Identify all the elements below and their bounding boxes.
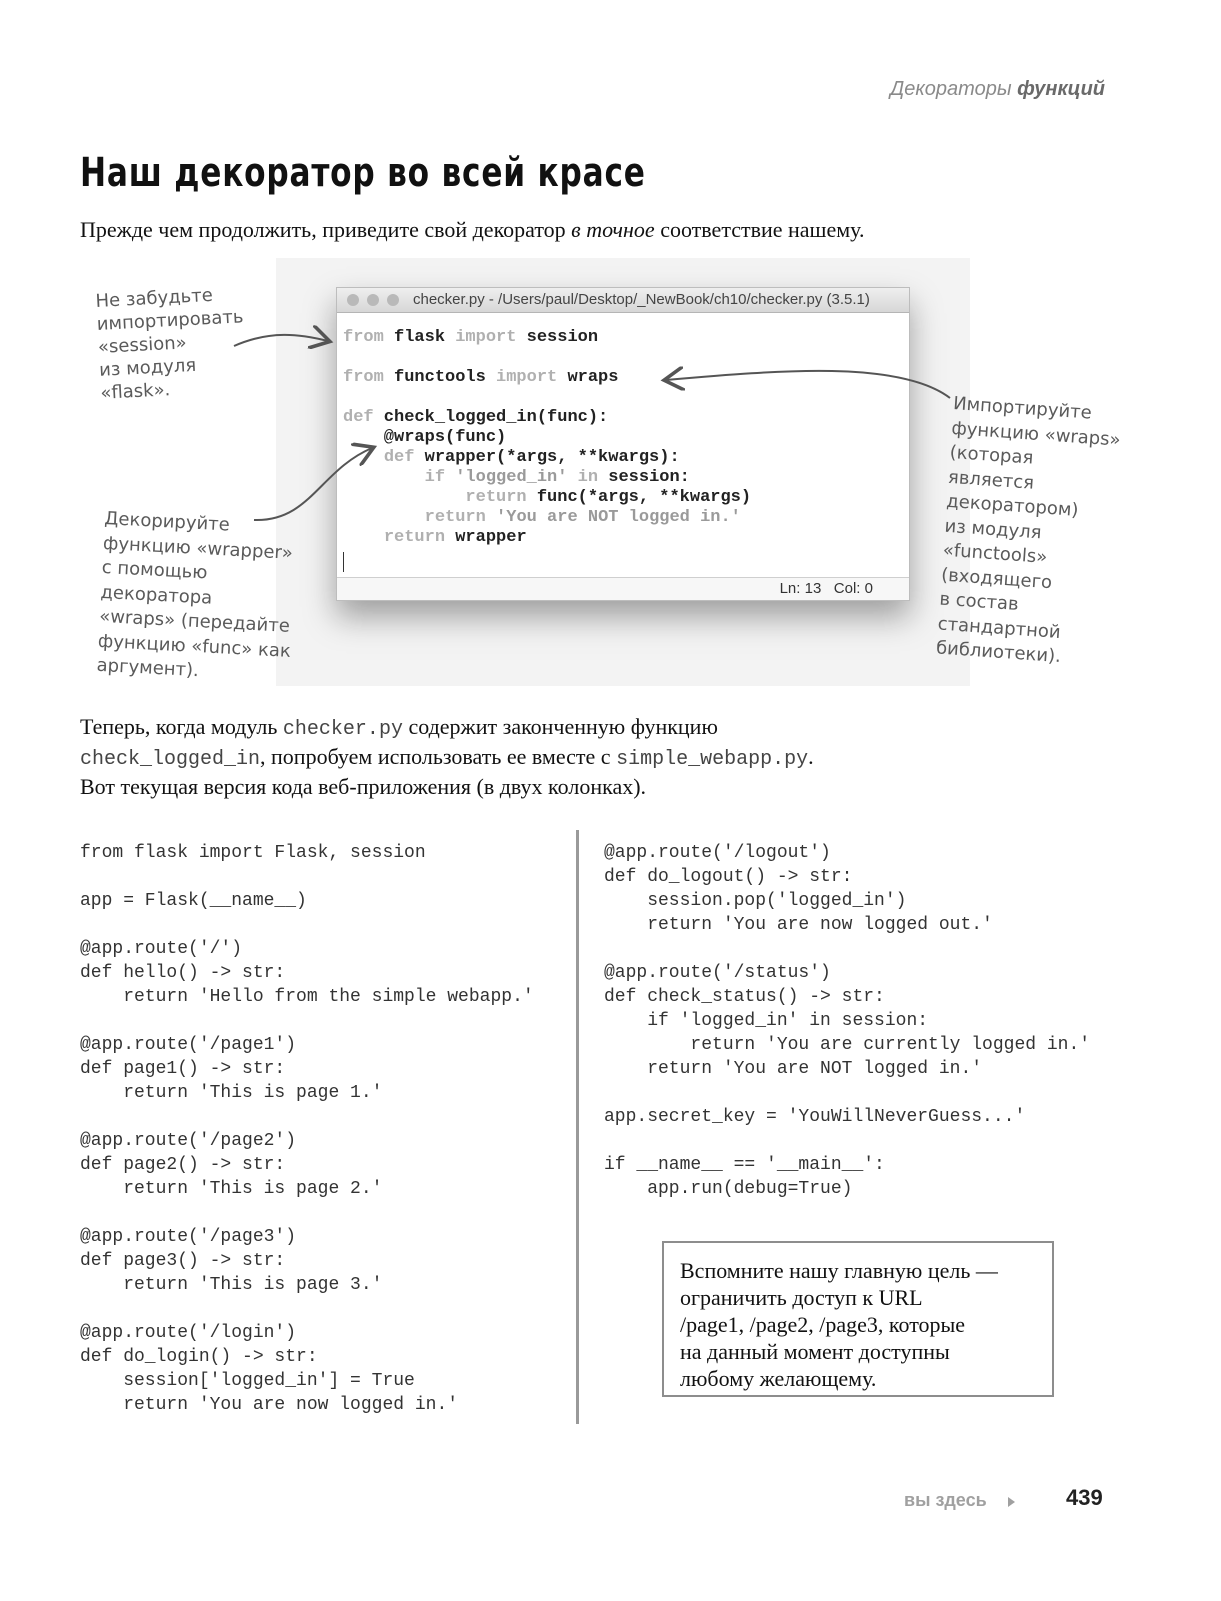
intro-paragraph — [80, 216, 864, 243]
editor-window — [336, 287, 910, 601]
para-text-3: , попробуем использовать ее вместе с — [260, 744, 617, 769]
close-window-icon[interactable] — [347, 294, 359, 306]
annotation-import-wraps: Импортируйте функцию «wraps» (которая является декоратором) из модуля «functools» (входящего в состав стандартной библиотеки). — [935, 392, 1122, 668]
editor-statusbar — [337, 577, 909, 600]
page-title: Наш декоратор во всей красе — [80, 150, 646, 196]
module-name-code: checker.py — [282, 718, 403, 741]
minimize-window-icon[interactable] — [367, 294, 379, 306]
webapp-name-code: simple_webapp.py — [616, 748, 809, 771]
right-triangle-icon — [1007, 1496, 1017, 1508]
para-text-1: Теперь, когда модуль — [80, 714, 283, 739]
para-text-line3: Вот текущая версия кода веб-приложения (в двух колонках). — [80, 774, 647, 799]
function-name-code: check_logged_in — [80, 748, 261, 771]
intro-emphasis: в точное — [571, 217, 655, 242]
page-number: 439 — [1066, 1485, 1103, 1510]
running-header — [890, 78, 1105, 101]
para-text-4: . — [808, 744, 814, 769]
editor-titlebar — [337, 288, 909, 313]
explanation-paragraph — [80, 713, 980, 800]
text-cursor — [343, 552, 344, 572]
zoom-window-icon[interactable] — [387, 294, 399, 306]
annotation-import-session: Не забудьте импортировать «session» из модуля «flask». — [95, 284, 244, 404]
code-listing-right: @app.route('/logout') def do_logout() -> str: session.pop('logged_in') return 'You are now logged out.' @app.route('/status') def check_status() -> str: if 'logged_in' in session: return 'You are currently logged in.' return 'You are NOT logged in.' app.secret_key = 'YouWillNeverGuess...' if __name__ == '__main__': app.run(debug=True) — [604, 843, 1091, 1199]
intro-text-after: соответствие нашему. — [654, 217, 865, 242]
column-divider — [576, 830, 579, 1424]
code-listing-left: from flask import Flask, session app = Flask(__name__) @app.route('/') def hello() -> str: return 'Hello from the simple webapp.' @app.route('/page1') def page1() -> str: return 'This is page 1.' @app.route('/page2') def page2() -> str: return 'This is page 2.' @app.route('/page3') def page3() -> str: return 'This is page 3.' @app.route('/login') def do_login() -> str: session['logged_in'] = True return 'You are now logged in.' — [80, 843, 534, 1415]
cursor-position: Ln: 13 Col: 0 — [779, 580, 873, 597]
callout-box — [662, 1241, 1054, 1397]
running-header-bold: функций — [1017, 78, 1105, 100]
editor-code[interactable]: from flask import session from functools import wraps def check_logged_in(func): @wraps(func) def wrapper(*args, **kwargs): if 'logged_in' in session: return func(*args, **kwargs) return 'You are NOT logged in.' return wrapper — [343, 328, 752, 547]
running-header-section: Декораторы — [890, 78, 1012, 100]
intro-text-before: Прежде чем продолжить, приведите свой декоратор — [80, 217, 572, 242]
footer-you-are-here: вы здесь — [904, 1490, 987, 1510]
annotation-decorate-wrapper: Декорируйте функцию «wrapper» с помощью декоратора «wraps» (передайте функцию «func» как аргумент). — [96, 507, 294, 682]
callout-text: Вспомните нашу главную цель — ограничить доступ к URL /page1, /page2, /page3, которые на данный момент доступны любому желающему. — [680, 1258, 998, 1391]
editor-title: checker.py - /Users/paul/Desktop/_NewBook/ch10/checker.py (3.5.1) — [413, 291, 870, 308]
para-text-2: содержит законченную функцию — [402, 714, 718, 739]
